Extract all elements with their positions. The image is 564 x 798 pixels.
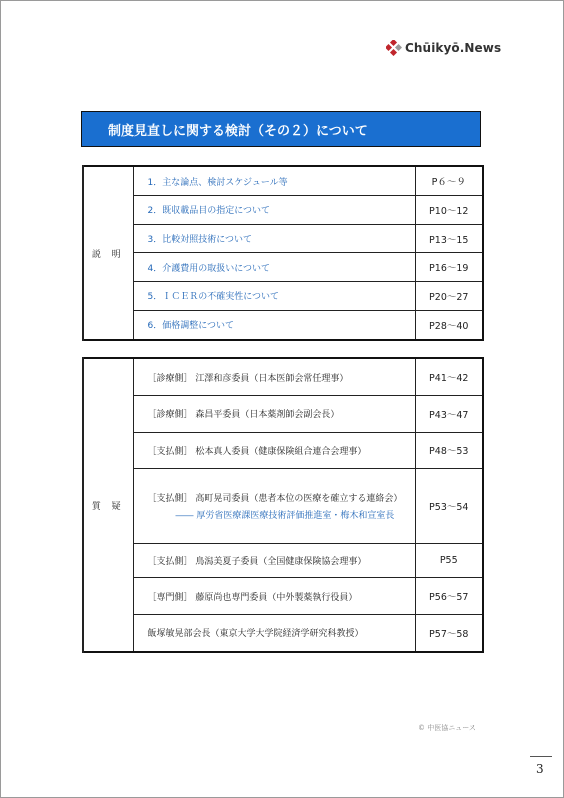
agenda-item-text: ［支払側］ 高町晃司委員（患者本位の医療を確立する連絡会） <box>147 494 403 505</box>
page-range: P55 <box>415 544 483 578</box>
table-row <box>83 224 483 253</box>
agenda-item-text: ［支払側］ 鳥潟美夏子委員（全国健康保険協会理事） <box>147 557 367 568</box>
logo-text: Chūikyō.News <box>405 41 502 55</box>
table-row <box>83 614 483 652</box>
table-row <box>83 166 483 196</box>
table-row <box>83 396 483 432</box>
page-range: P６～９ <box>415 166 483 196</box>
agenda-item <box>133 224 415 253</box>
agenda-item-text: ［支払側］ 松本真人委員（健康保険組合連合会理事） <box>147 446 367 457</box>
copyright-notice: © 中医協ニュース <box>418 724 476 732</box>
agenda-item <box>133 432 415 468</box>
explanation-table <box>82 165 484 341</box>
table-row <box>83 253 483 282</box>
qa-table <box>82 357 484 653</box>
table-row <box>83 282 483 311</box>
page-title: 制度見直しに関する検討（その２）について <box>81 111 481 147</box>
page-range: P43～47 <box>415 396 483 432</box>
agenda-item <box>133 544 415 578</box>
agenda-item-text: ［専門側］ 藤原尚也専門委員（中外製薬執行役員） <box>147 592 358 603</box>
logo-mark-icon <box>386 40 402 56</box>
page-range: P10～12 <box>415 196 483 225</box>
agenda-item <box>133 310 415 340</box>
agenda-item <box>133 396 415 432</box>
page-number-rule <box>530 756 552 757</box>
page-range: P28～40 <box>415 310 483 340</box>
agenda-item <box>133 578 415 614</box>
page-range: P56～57 <box>415 578 483 614</box>
agenda-item-text: ［診療側］ 江澤和彦委員（日本医師会常任理事） <box>147 373 349 384</box>
page-range: P53～54 <box>415 469 483 544</box>
agenda-item <box>133 196 415 225</box>
agenda-item-text: 4．介護費用の取扱いについて <box>147 263 271 274</box>
table-row <box>83 578 483 614</box>
agenda-item <box>133 166 415 196</box>
agenda-item-text: 6．価格調整について <box>147 321 235 332</box>
table-row <box>83 310 483 340</box>
table-row <box>83 544 483 578</box>
agenda-item-text: 5．ＩＣＥＲの不確実性について <box>147 292 280 303</box>
agenda-item <box>133 253 415 282</box>
agenda-item <box>133 469 415 544</box>
agenda-item-text: 3．比較対照技術について <box>147 235 253 246</box>
page-range: P57～58 <box>415 614 483 652</box>
agenda-item-text: ［診療側］ 森昌平委員（日本薬剤師会副会長） <box>147 410 340 421</box>
table-row <box>83 432 483 468</box>
page-range: P16～19 <box>415 253 483 282</box>
page-range: P13～15 <box>415 224 483 253</box>
page-number: 3 <box>536 762 544 776</box>
logo <box>386 40 501 56</box>
agenda-item-text: 飯塚敏晃部会長（東京大学大学院経済学研究科教授） <box>147 629 364 640</box>
table-row <box>83 469 483 544</box>
page-range: P41～42 <box>415 358 483 396</box>
page-range: P48～53 <box>415 432 483 468</box>
explain-section-label: 説 明 <box>83 166 133 340</box>
page-range: P20～27 <box>415 282 483 311</box>
agenda-item <box>133 614 415 652</box>
qa-section-label: 質 疑 <box>83 358 133 652</box>
agenda-item-text: 2．既収載品目の指定について <box>147 206 271 217</box>
agenda-item-text: 1．主な論点、検討スケジュール等 <box>147 177 288 188</box>
agenda-item <box>133 358 415 396</box>
table-row <box>83 196 483 225</box>
agenda-item-subtext: ―― 厚労省医療課医療技術評価推進室・梅木和宣室長 <box>175 511 395 522</box>
agenda-item <box>133 282 415 311</box>
table-row <box>83 358 483 396</box>
